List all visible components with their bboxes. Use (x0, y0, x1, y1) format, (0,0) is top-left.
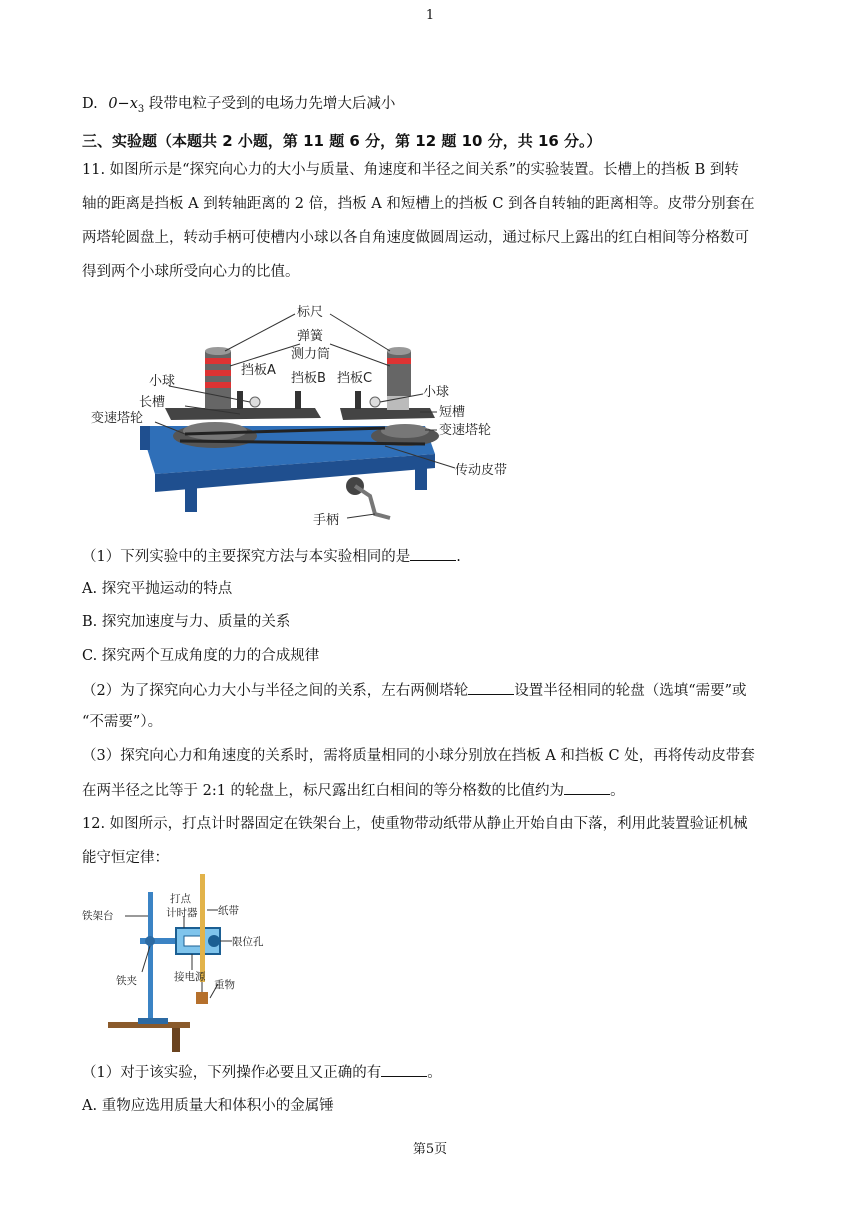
label-spring: 弹簧 (297, 329, 324, 344)
table-leg-right (415, 464, 427, 490)
q11-line-2: 轴的距离是挡板 A 到转轴距离的 2 倍，挡板 A 和短槽上的挡板 C 到各自转轴的距离相等。皮带分别套在 (82, 196, 755, 212)
label-plate-c: 挡板C (337, 371, 373, 386)
label-ball-left: 小球 (149, 374, 176, 389)
q11-line-1: 11. 如图所示是“探究向心力的大小与质量、角速度和半径之间关系”的实验装置。长槽上的挡板 B 到转 (82, 162, 739, 178)
q11-option-a: A. 探究平抛运动的特点 (82, 581, 233, 597)
plate-b-shape (295, 391, 301, 409)
q12-option-a: A. 重物应选用质量大和体积小的金属锤 (82, 1098, 334, 1114)
q11-sub2-line1 (82, 680, 747, 701)
q11-sub2-line2: “不需要”）。 (82, 714, 163, 730)
q11-sub2-text-b: 设置半径相同的轮盘（选填“需要”或 (514, 683, 747, 699)
plate-c-shape (355, 391, 361, 409)
q11-sub1-tail: . (456, 549, 461, 565)
label-ball-right: 小球 (423, 385, 450, 400)
label-plate-a: 挡板A (241, 363, 276, 378)
option-d-sub: 3 (137, 103, 145, 115)
q11-sub3-line1: （3）探究向心力和角速度的关系时，需将质量相同的小球分别放在挡板 A 和挡板 C 处，再将传动皮带套 (82, 748, 755, 764)
label-timer-1: 打点 (170, 893, 191, 905)
long-slot (165, 408, 321, 420)
label-stand: 铁架台 (82, 910, 114, 922)
label-scale: 标尺 (297, 305, 324, 320)
label-timer-2: 计时器 (166, 907, 198, 919)
option-d-prefix: D. (82, 96, 98, 112)
paper-tape (200, 874, 205, 982)
q12-sub1-text: （1）对于该实验，下列操作必要且又正确的有 (82, 1065, 382, 1081)
q11-sub3-line2 (82, 780, 625, 801)
q11-sub1-blank[interactable] (410, 546, 456, 561)
q11-sub2-text-a: （2）为了探究向心力大小与半径之间的关系，左右两侧塔轮 (82, 683, 469, 699)
free-fall-apparatus-figure (80, 872, 280, 1056)
q11-option-b: B. 探究加速度与力、质量的关系 (82, 614, 291, 630)
label-tape: 纸带 (218, 905, 239, 917)
q11-option-c: C. 探究两个互成角度的力的合成规律 (82, 648, 320, 664)
q12-line-2: 能守恒定律： (82, 850, 169, 866)
q11-line-4: 得到两个小球所受向心力的比值。 (82, 264, 300, 280)
q12-sub1-blank[interactable] (381, 1062, 427, 1077)
option-d-math: 0−x (108, 96, 138, 112)
label-belt: 传动皮带 (455, 463, 508, 478)
weight-block (196, 992, 208, 1004)
q11-sub1-text: （1）下列实验中的主要探究方法与本实验相同的是 (82, 549, 411, 565)
page-footer: 第5页 (412, 1142, 448, 1157)
q12-sub1-tail: 。 (427, 1065, 442, 1081)
option-d-text: 段带电粒子受到的电场力先增大后减小 (148, 96, 396, 112)
q11-sub3-text-b: 。 (610, 783, 625, 799)
label-tower-right: 变速塔轮 (439, 423, 492, 438)
q11-sub2-blank[interactable] (468, 680, 514, 695)
label-power: 接电源 (174, 971, 206, 983)
table-leg-back (140, 426, 150, 450)
stand-pole (148, 892, 153, 1024)
label-weight: 重物 (214, 979, 235, 991)
left-ball (250, 397, 260, 407)
section-3-title: 三、实验题（本题共 2 小题，第 11 题 6 分，第 12 题 10 分，共 16 分。） (82, 132, 602, 150)
label-short-slot: 短槽 (439, 405, 466, 420)
label-handle: 手柄 (313, 513, 340, 528)
label-long-slot: 长槽 (139, 395, 166, 410)
q12-line-1: 12. 如图所示，打点计时器固定在铁架台上，使重物带动纸带从静止开始自由下落，利用此装置验证机械 (82, 816, 748, 832)
label-limit-hole: 限位孔 (232, 936, 264, 948)
label-tower-left: 变速塔轮 (91, 411, 144, 426)
q11-sub3-blank[interactable] (564, 780, 610, 795)
label-plate-b: 挡板B (291, 371, 326, 386)
right-force-cylinder (387, 351, 411, 396)
option-d (82, 94, 395, 120)
label-force-cylinder: 测力筒 (291, 347, 331, 362)
label-clamp: 铁夹 (116, 975, 137, 987)
page-number-top: 1 (425, 8, 435, 23)
q11-line-3: 两塔轮圆盘上，转动手柄可使槽内小球以各自角速度做圆周运动，通过标尺上露出的红白相间等分格数可 (82, 230, 749, 246)
q12-sub1 (82, 1062, 442, 1083)
table-leg-left (185, 486, 197, 512)
right-ball (370, 397, 380, 407)
crank-handle (355, 486, 390, 518)
centripetal-force-apparatus-figure (85, 296, 535, 530)
q11-sub3-text-a: 在两半径之比等于 2:1 的轮盘上，标尺露出红白相间的等分格数的比值约为 (82, 783, 565, 799)
q11-sub1 (82, 546, 461, 567)
